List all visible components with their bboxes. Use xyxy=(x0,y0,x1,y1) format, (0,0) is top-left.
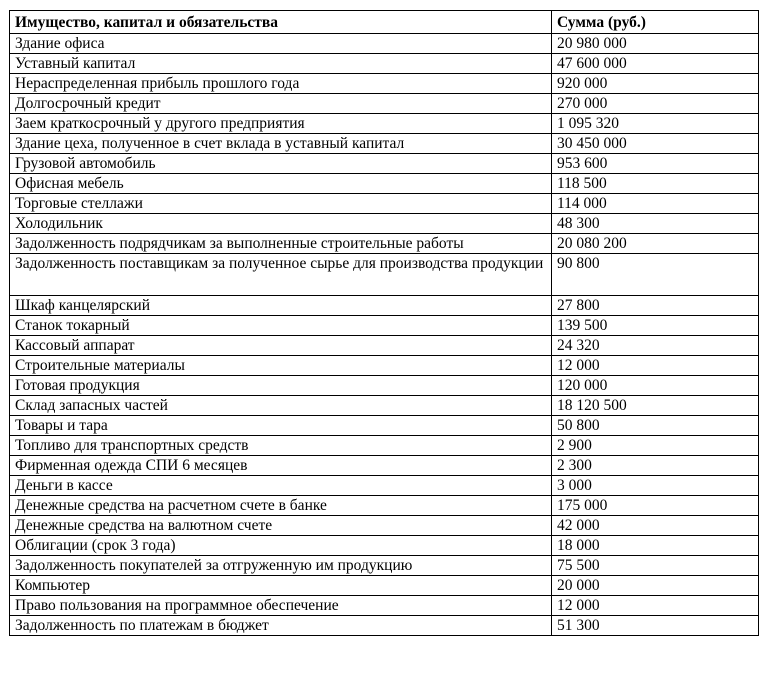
amount-cell: 2 300 xyxy=(552,456,759,476)
item-cell: Офисная мебель xyxy=(10,174,552,194)
item-cell: Компьютер xyxy=(10,576,552,596)
amount-cell: 1 095 320 xyxy=(552,114,759,134)
table-header-row xyxy=(10,11,759,34)
item-cell: Денежные средства на валютном счете xyxy=(10,516,552,536)
table-row xyxy=(10,316,759,336)
table-row xyxy=(10,134,759,154)
amount-cell: 120 000 xyxy=(552,376,759,396)
item-cell: Заем краткосрочный у другого предприятия xyxy=(10,114,552,134)
amount-cell: 20 080 200 xyxy=(552,234,759,254)
amount-cell: 2 900 xyxy=(552,436,759,456)
table-row xyxy=(10,234,759,254)
table-row xyxy=(10,254,759,296)
amount-cell: 18 120 500 xyxy=(552,396,759,416)
amount-cell: 12 000 xyxy=(552,596,759,616)
item-cell: Уставный капитал xyxy=(10,54,552,74)
item-cell: Здание цеха, полученное в счет вклада в уставный капитал xyxy=(10,134,552,154)
table-row xyxy=(10,194,759,214)
table-row xyxy=(10,556,759,576)
table-row xyxy=(10,154,759,174)
amount-cell: 953 600 xyxy=(552,154,759,174)
table-row xyxy=(10,114,759,134)
amount-cell: 48 300 xyxy=(552,214,759,234)
amount-cell: 27 800 xyxy=(552,296,759,316)
table-row xyxy=(10,34,759,54)
table-row xyxy=(10,436,759,456)
amount-cell: 920 000 xyxy=(552,74,759,94)
item-cell: Задолженность покупателей за отгруженную им продукцию xyxy=(10,556,552,576)
table-row xyxy=(10,54,759,74)
table-row xyxy=(10,74,759,94)
item-cell: Станок токарный xyxy=(10,316,552,336)
table-row xyxy=(10,496,759,516)
amount-cell: 90 800 xyxy=(552,254,759,296)
amount-cell: 50 800 xyxy=(552,416,759,436)
table-row xyxy=(10,296,759,316)
item-cell: Нераспределенная прибыль прошлого года xyxy=(10,74,552,94)
table-row xyxy=(10,616,759,636)
amount-cell: 20 980 000 xyxy=(552,34,759,54)
item-cell: Торговые стеллажи xyxy=(10,194,552,214)
column-header-item: Имущество, капитал и обязательства xyxy=(10,11,552,34)
item-cell: Задолженность подрядчикам за выполненные строительные работы xyxy=(10,234,552,254)
amount-cell: 75 500 xyxy=(552,556,759,576)
item-cell: Топливо для транспортных средств xyxy=(10,436,552,456)
amount-cell: 47 600 000 xyxy=(552,54,759,74)
item-cell: Готовая продукция xyxy=(10,376,552,396)
table-row xyxy=(10,516,759,536)
amount-cell: 30 450 000 xyxy=(552,134,759,154)
item-cell: Денежные средства на расчетном счете в банке xyxy=(10,496,552,516)
table-row xyxy=(10,356,759,376)
item-cell: Фирменная одежда СПИ 6 месяцев xyxy=(10,456,552,476)
table-row xyxy=(10,174,759,194)
amount-cell: 24 320 xyxy=(552,336,759,356)
item-cell: Товары и тара xyxy=(10,416,552,436)
table-row xyxy=(10,576,759,596)
item-cell: Облигации (срок 3 года) xyxy=(10,536,552,556)
item-cell: Строительные материалы xyxy=(10,356,552,376)
item-cell: Задолженность поставщикам за полученное сырье для производства продукции xyxy=(10,254,552,296)
table-row xyxy=(10,376,759,396)
item-cell: Деньги в кассе xyxy=(10,476,552,496)
amount-cell: 12 000 xyxy=(552,356,759,376)
item-cell: Здание офиса xyxy=(10,34,552,54)
amount-cell: 18 000 xyxy=(552,536,759,556)
table-row xyxy=(10,596,759,616)
item-cell: Холодильник xyxy=(10,214,552,234)
table-row xyxy=(10,214,759,234)
amount-cell: 20 000 xyxy=(552,576,759,596)
table-row xyxy=(10,94,759,114)
amount-cell: 42 000 xyxy=(552,516,759,536)
table-row xyxy=(10,416,759,436)
item-cell: Кассовый аппарат xyxy=(10,336,552,356)
amount-cell: 270 000 xyxy=(552,94,759,114)
table-body xyxy=(10,34,759,636)
amount-cell: 118 500 xyxy=(552,174,759,194)
balance-items-table xyxy=(9,10,759,636)
item-cell: Долгосрочный кредит xyxy=(10,94,552,114)
item-cell: Задолженность по платежам в бюджет xyxy=(10,616,552,636)
amount-cell: 175 000 xyxy=(552,496,759,516)
item-cell: Склад запасных частей xyxy=(10,396,552,416)
item-cell: Право пользования на программное обеспечение xyxy=(10,596,552,616)
amount-cell: 114 000 xyxy=(552,194,759,214)
amount-cell: 51 300 xyxy=(552,616,759,636)
table-row xyxy=(10,396,759,416)
table-row xyxy=(10,336,759,356)
column-header-amount: Сумма (руб.) xyxy=(552,11,759,34)
table-row xyxy=(10,456,759,476)
table-row xyxy=(10,536,759,556)
amount-cell: 3 000 xyxy=(552,476,759,496)
item-cell: Грузовой автомобиль xyxy=(10,154,552,174)
item-cell: Шкаф канцелярский xyxy=(10,296,552,316)
table-row xyxy=(10,476,759,496)
amount-cell: 139 500 xyxy=(552,316,759,336)
